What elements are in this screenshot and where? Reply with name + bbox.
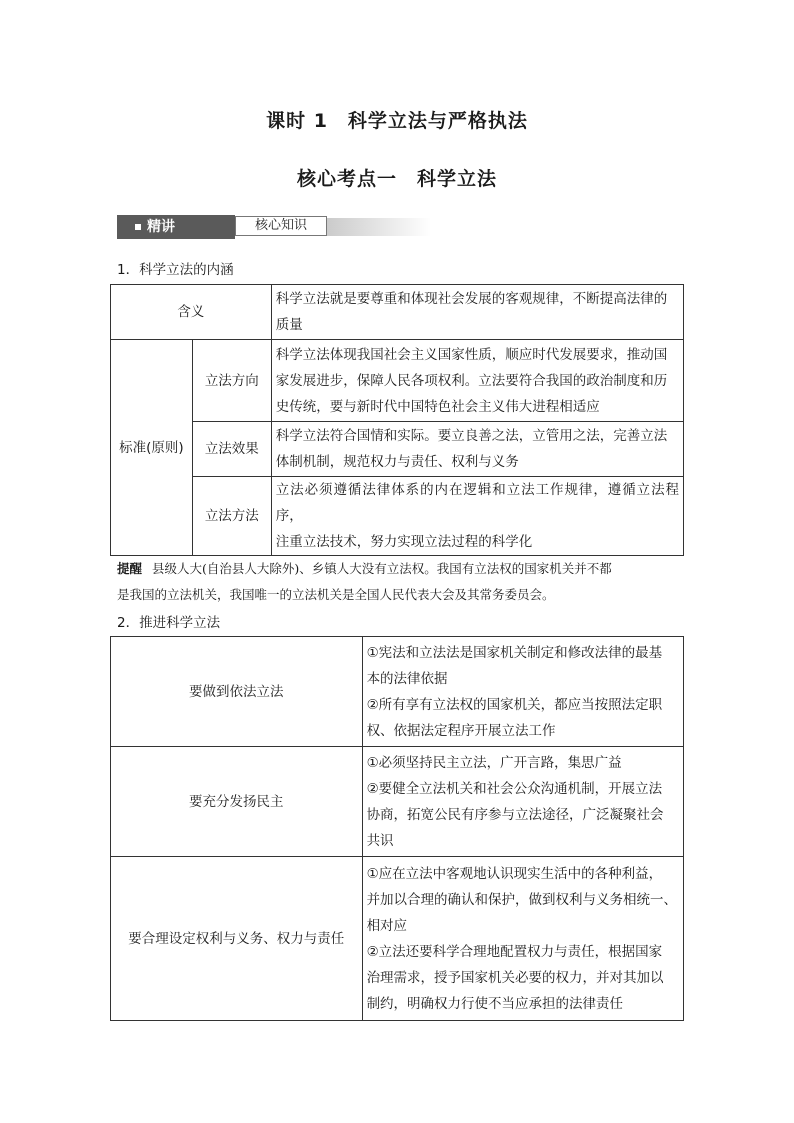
reminder-label: 提醒 [117,561,143,576]
table-row [111,340,684,422]
key-point-title: 核心考点一 科学立法 [296,168,497,190]
row-label-democracy: 要充分发扬民主 [111,747,363,857]
standard-label: 标准(原则) [111,340,193,556]
banner-dark-text: 精讲 [147,219,175,235]
table-row [111,477,684,556]
square-bullet-icon [135,224,141,230]
effect-text: 科学立法符合国情和实际。要立良善之法，立管用之法，完善立法 体制机制，规范权力与责任、权利与义务 [271,422,683,477]
table-row [111,637,684,747]
row-text-rights-duties: ①应在立法中客观地认识现实生活中的各种利益， 并加以合理的确认和保护，做到权利与义务相统一、 相对应 ②立法还要科学合理地配置权力与责任，根据国家 治理需求，授予国家机关必要的权力，并对其加以 制约，明确权力行使不当应承担的法律责任 [362,857,683,1021]
reminder-note [117,556,685,608]
banner-label-light: 核心知识 [235,216,327,236]
table-row [111,747,684,857]
direction-label: 立法方向 [192,340,271,422]
method-text: 立法必须遵循法律体系的内在逻辑和立法工作规律，遵循立法程序， 注重立法技术，努力实现立法过程的科学化 [271,477,683,556]
advance-legislation-table [110,636,684,1021]
table-row [111,285,684,340]
direction-text: 科学立法体现我国社会主义国家性质，顺应时代发展要求，推动国 家发展进步，保障人民各项权利。立法要符合我国的政治制度和历 史传统，要与新时代中国特色社会主义伟大进程相适应 [271,340,683,422]
method-label: 立法方法 [192,477,271,556]
table-row [111,422,684,477]
row-label-rights-duties: 要合理设定权利与义务、权力与责任 [111,857,363,1021]
meaning-text: 科学立法就是要尊重和体现社会发展的客观规律，不断提高法律的 质量 [271,285,683,340]
meaning-label: 含义 [111,285,272,340]
row-text-lawful: ①宪法和立法法是国家机关制定和修改法律的最基 本的法律依据 ②所有享有立法权的国家机关，都应当按照法定职 权、依据法定程序开展立法工作 [362,637,683,747]
effect-label: 立法效果 [192,422,271,477]
lesson-title: 课时 1 科学立法与严格执法 [266,110,528,132]
section-banner [117,215,431,239]
legislation-meaning-table [110,284,684,556]
row-text-democracy: ①必须坚持民主立法，广开言路，集思广益 ②要健全立法机关和社会公众沟通机制，开展立法 协商，拓宽公民有序参与立法途径，广泛凝聚社会 共识 [362,747,683,857]
reminder-text-line: 县级人大(自治县人大除外)、乡镇人大没有立法权。我国有立法权的国家机关并不都 [152,561,612,576]
table-row [111,857,684,1021]
section-heading-1: 1．科学立法的内涵 [117,262,234,278]
reminder-text-line: 是我国的立法机关，我国唯一的立法机关是全国人民代表大会及其常务委员会。 [117,587,555,602]
banner-label-dark [117,215,235,239]
row-label-lawful: 要做到依法立法 [111,637,363,747]
section-heading-2: 2．推进科学立法 [117,615,221,631]
